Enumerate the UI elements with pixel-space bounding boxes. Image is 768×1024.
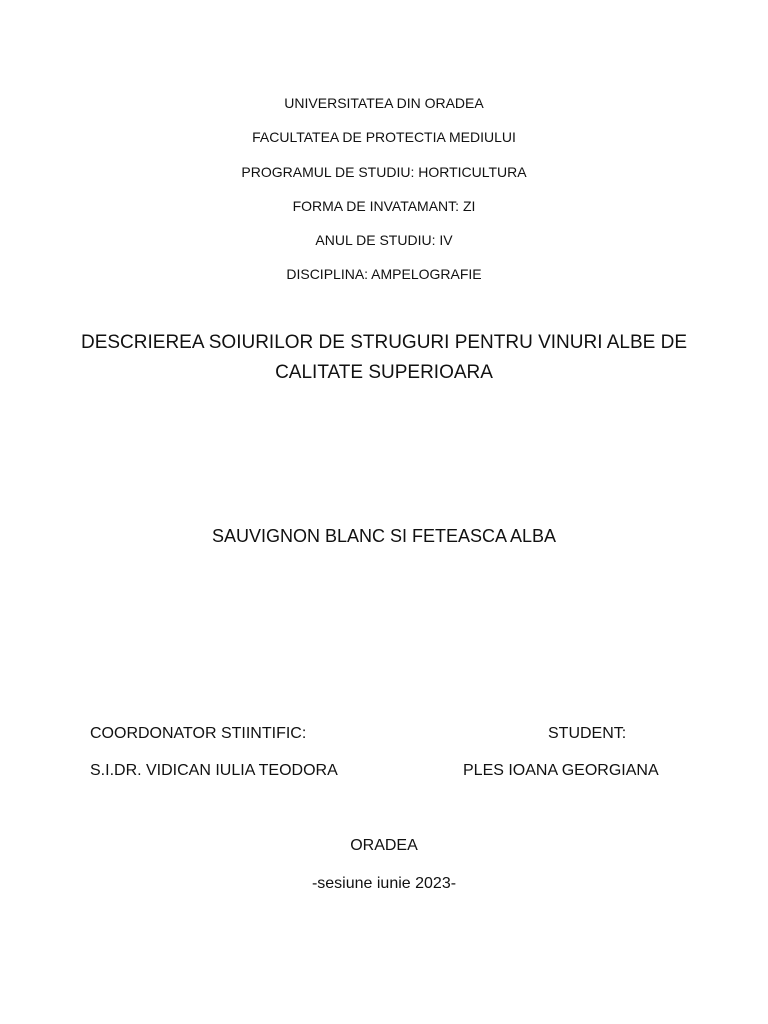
document-subject: SAUVIGNON BLANC SI FETEASCA ALBA: [211, 526, 557, 546]
document-title: [60, 328, 708, 388]
student-name: PLES IOANA GEORGIANA: [463, 762, 659, 779]
city: ORADEA: [350, 837, 418, 854]
study-program: PROGRAMUL DE STUDIU: HORTICULTURA: [241, 164, 527, 180]
session: -sesiune iunie 2023-: [311, 875, 457, 892]
coordinator-label: COORDONATOR STIINTIFIC:: [90, 725, 307, 742]
study-form: FORMA DE INVATAMANT: ZI: [292, 198, 476, 214]
coordinator-name: S.I.DR. VIDICAN IULIA TEODORA: [90, 762, 338, 779]
study-year: ANUL DE STUDIU: IV: [315, 232, 453, 248]
faculty-name: FACULTATEA DE PROTECTIA MEDIULUI: [252, 129, 516, 145]
university-name: UNIVERSITATEA DIN ORADEA: [284, 95, 484, 111]
student-label: STUDENT:: [548, 725, 627, 742]
discipline: DISCIPLINA: AMPELOGRAFIE: [286, 266, 482, 282]
document-title-line-1: DESCRIEREA SOIURILOR DE STRUGURI PENTRU VINURI ALBE DE: [80, 332, 687, 353]
document-title-line-2: CALITATE SUPERIOARA: [275, 362, 493, 383]
